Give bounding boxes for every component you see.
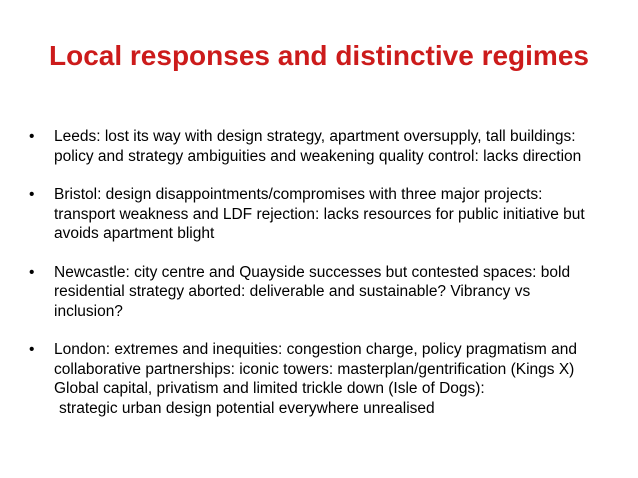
bullet-dot-icon: • bbox=[29, 263, 35, 281]
bullet-item-leeds bbox=[28, 127, 618, 166]
bullet-dot-icon: • bbox=[29, 186, 35, 203]
bullet-line: avoids apartment blight bbox=[54, 225, 215, 242]
bullet-line: residential strategy aborted: deliverable and sustainable? Vibrancy vs bbox=[54, 283, 531, 300]
bullet-dot-icon: • bbox=[29, 128, 35, 145]
bullet-line: London: extremes and inequities: congestion charge, policy pragmatism and bbox=[54, 341, 578, 358]
bullet-line: inclusion? bbox=[54, 302, 123, 320]
bullet-line: transport weakness and LDF rejection: lacks resources for public initiative but bbox=[54, 205, 585, 223]
bullet-dot-icon: • bbox=[29, 341, 35, 358]
bullet-line: Newcastle: city centre and Quayside successes but contested spaces: bold bbox=[54, 263, 571, 281]
bullet-line: collaborative partnerships: iconic towers: masterplan/gentrification (Kings X) bbox=[54, 360, 575, 378]
bullet-line: strategic urban design potential everywhere unrealised bbox=[59, 399, 435, 417]
bullet-list bbox=[28, 127, 618, 437]
bullet-line: Bristol: design disappointments/compromises with three major projects: bbox=[54, 186, 543, 203]
bullet-item-london bbox=[28, 340, 618, 418]
bullet-item-newcastle bbox=[28, 263, 618, 322]
slide-title: Local responses and distinctive regimes bbox=[49, 40, 589, 71]
bullet-item-bristol bbox=[28, 185, 618, 244]
bullet-line: Global capital, privatism and limited trickle down (Isle of Dogs): bbox=[54, 380, 485, 397]
bullet-line: policy and strategy ambiguities and weakening quality control: lacks direction bbox=[54, 147, 582, 165]
bullet-line: Leeds: lost its way with design strategy, apartment oversupply, tall buildings: bbox=[54, 128, 576, 145]
